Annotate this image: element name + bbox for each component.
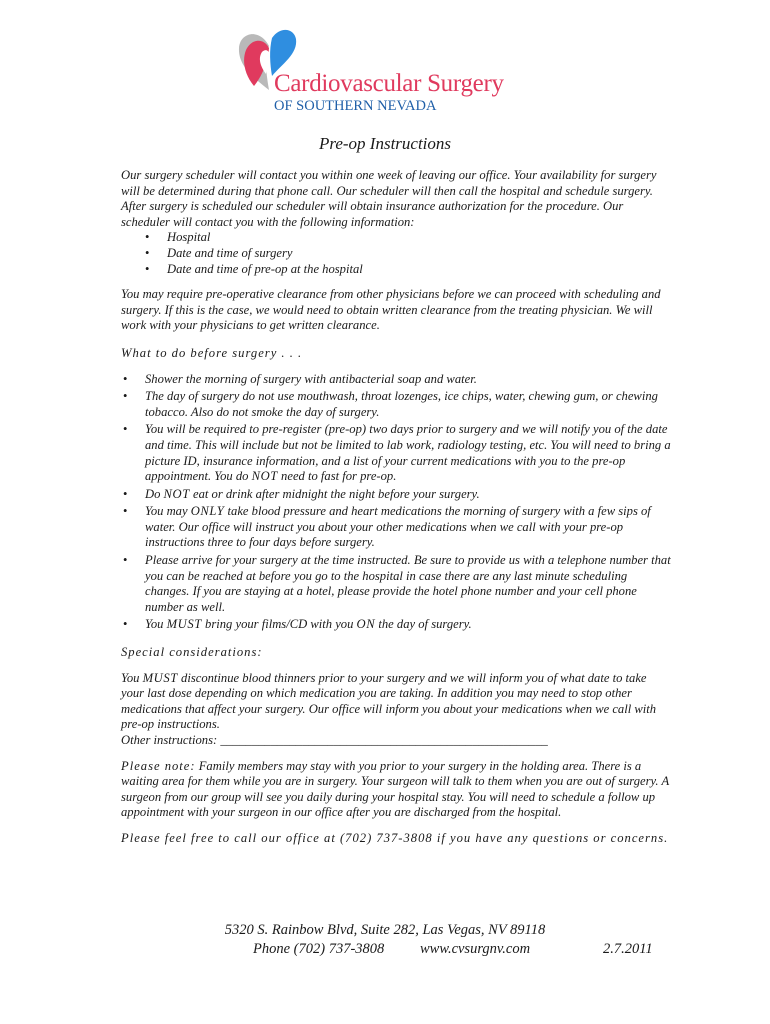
bullet-icon: • [123, 617, 128, 632]
bullet-icon: • [123, 553, 128, 568]
note-label: Please note: [121, 758, 196, 773]
clearance-paragraph: You may require pre-operative clearance from other physicians before we can proceed with scheduling and surgery. If this is the case, we would need to obtain written clearance from the treating physician. We will work with your physicians to get written clearance. [121, 287, 661, 333]
bullet-icon: • [123, 486, 128, 501]
footer-date: 2.7.2011 [603, 941, 653, 957]
list-item: • Hospital [145, 230, 211, 245]
list-item: • Do NOT eat or drink after midnight the night before your surgery. [123, 486, 480, 501]
logo-subtitle: OF SOUTHERN NEVADA [274, 98, 437, 114]
closing-paragraph: Please feel free to call our office at (702) 737-3808 if you have any questions or concerns. [121, 830, 669, 845]
note-paragraph: Please note: Family members may stay with you prior to your surgery in the holding area. There is a waiting area for them while you are in surgery. Your surgeon will talk to them when you are out of surgery. A surgeon from our group will see you daily during your hospital stay. You will need to schedule a follow up appointment with your surgeon in our office after you are discharged from the hospital. [121, 758, 669, 820]
intro-paragraph: Our surgery scheduler will contact you within one week of leaving our office. Your availability for surgery will be determined during that phone call. Our scheduler will then call the hospital and schedule surgery. After surgery is scheduled our scheduler will obtain insurance authorization for the procedure. Our scheduler will contact you with the following information: [121, 168, 657, 229]
special-considerations-paragraph: You MUST discontinue blood thinners prior to your surgery and we will inform you of what date to take your last dose depending on which medication you are taking. In addition you may need to stop other medications that affect your surgery. Our office will inform you about your medications when we call with pre-op instructions. [121, 670, 657, 732]
bullet-icon: • [145, 245, 150, 260]
bullet-icon: • [123, 389, 128, 404]
bullet-icon: • [123, 504, 128, 519]
footer-phone: Phone (702) 737-3808 [253, 941, 385, 957]
special-considerations-heading: Special considerations: [121, 645, 263, 660]
before-surgery-list [121, 372, 671, 634]
list-item: • You MUST bring your films/CD with you ON the day of surgery. [123, 617, 472, 632]
footer-website: www.cvsurgnv.com [420, 941, 531, 957]
bullet-icon: • [145, 261, 150, 276]
list-item: • The day of surgery do not use mouthwash, throat lozenges, ice chips, water, chewing gum, or chewing tobacco. Also do not smoke the day of surgery. [123, 389, 658, 419]
logo-name: Cardiovascular Surgery [274, 70, 504, 97]
list-item: • Date and time of pre-op at the hospital [145, 261, 363, 276]
list-item: • You will be required to pre-register (pre-op) two days prior to surgery and we will notify you of the date and time. This will include but not be limited to lab work, radiology testing, etc. You will need to bring a picture ID, insurance information, and a list of your current medications with you to the pre-op appointment. You do NOT need to fast for pre-op. [123, 422, 671, 484]
list-item: • Date and time of surgery [145, 245, 293, 260]
list-item: • You may ONLY take blood pressure and heart medications the morning of surgery with a few sips of water. Our office will instruct you about your other medications when we call with your pre-op instructions three to four days before surgery. [123, 504, 651, 550]
bullet-icon: • [123, 422, 128, 437]
other-instructions: Other instructions: ____________________________________________________ [121, 733, 548, 747]
list-item: • Please arrive for your surgery at the time instructed. Be sure to provide us with a telephone number that you can be reached at before you go to the hospital in case there are any last minute scheduling changes. If you are staying at a hotel, please provide the hotel phone number and your cell phone number as well. [123, 553, 671, 614]
before-surgery-heading: What to do before surgery . . . [121, 345, 303, 360]
bullet-icon: • [145, 230, 150, 245]
logo [236, 24, 536, 120]
page-title: Pre-op Instructions [318, 134, 452, 153]
intro-list [121, 230, 671, 277]
footer-address: 5320 S. Rainbow Blvd, Suite 282, Las Vegas, NV 89118 [224, 922, 546, 938]
list-item: • Shower the morning of surgery with antibacterial soap and water. [123, 371, 477, 386]
document-body [121, 168, 671, 847]
bullet-icon: • [123, 371, 128, 386]
